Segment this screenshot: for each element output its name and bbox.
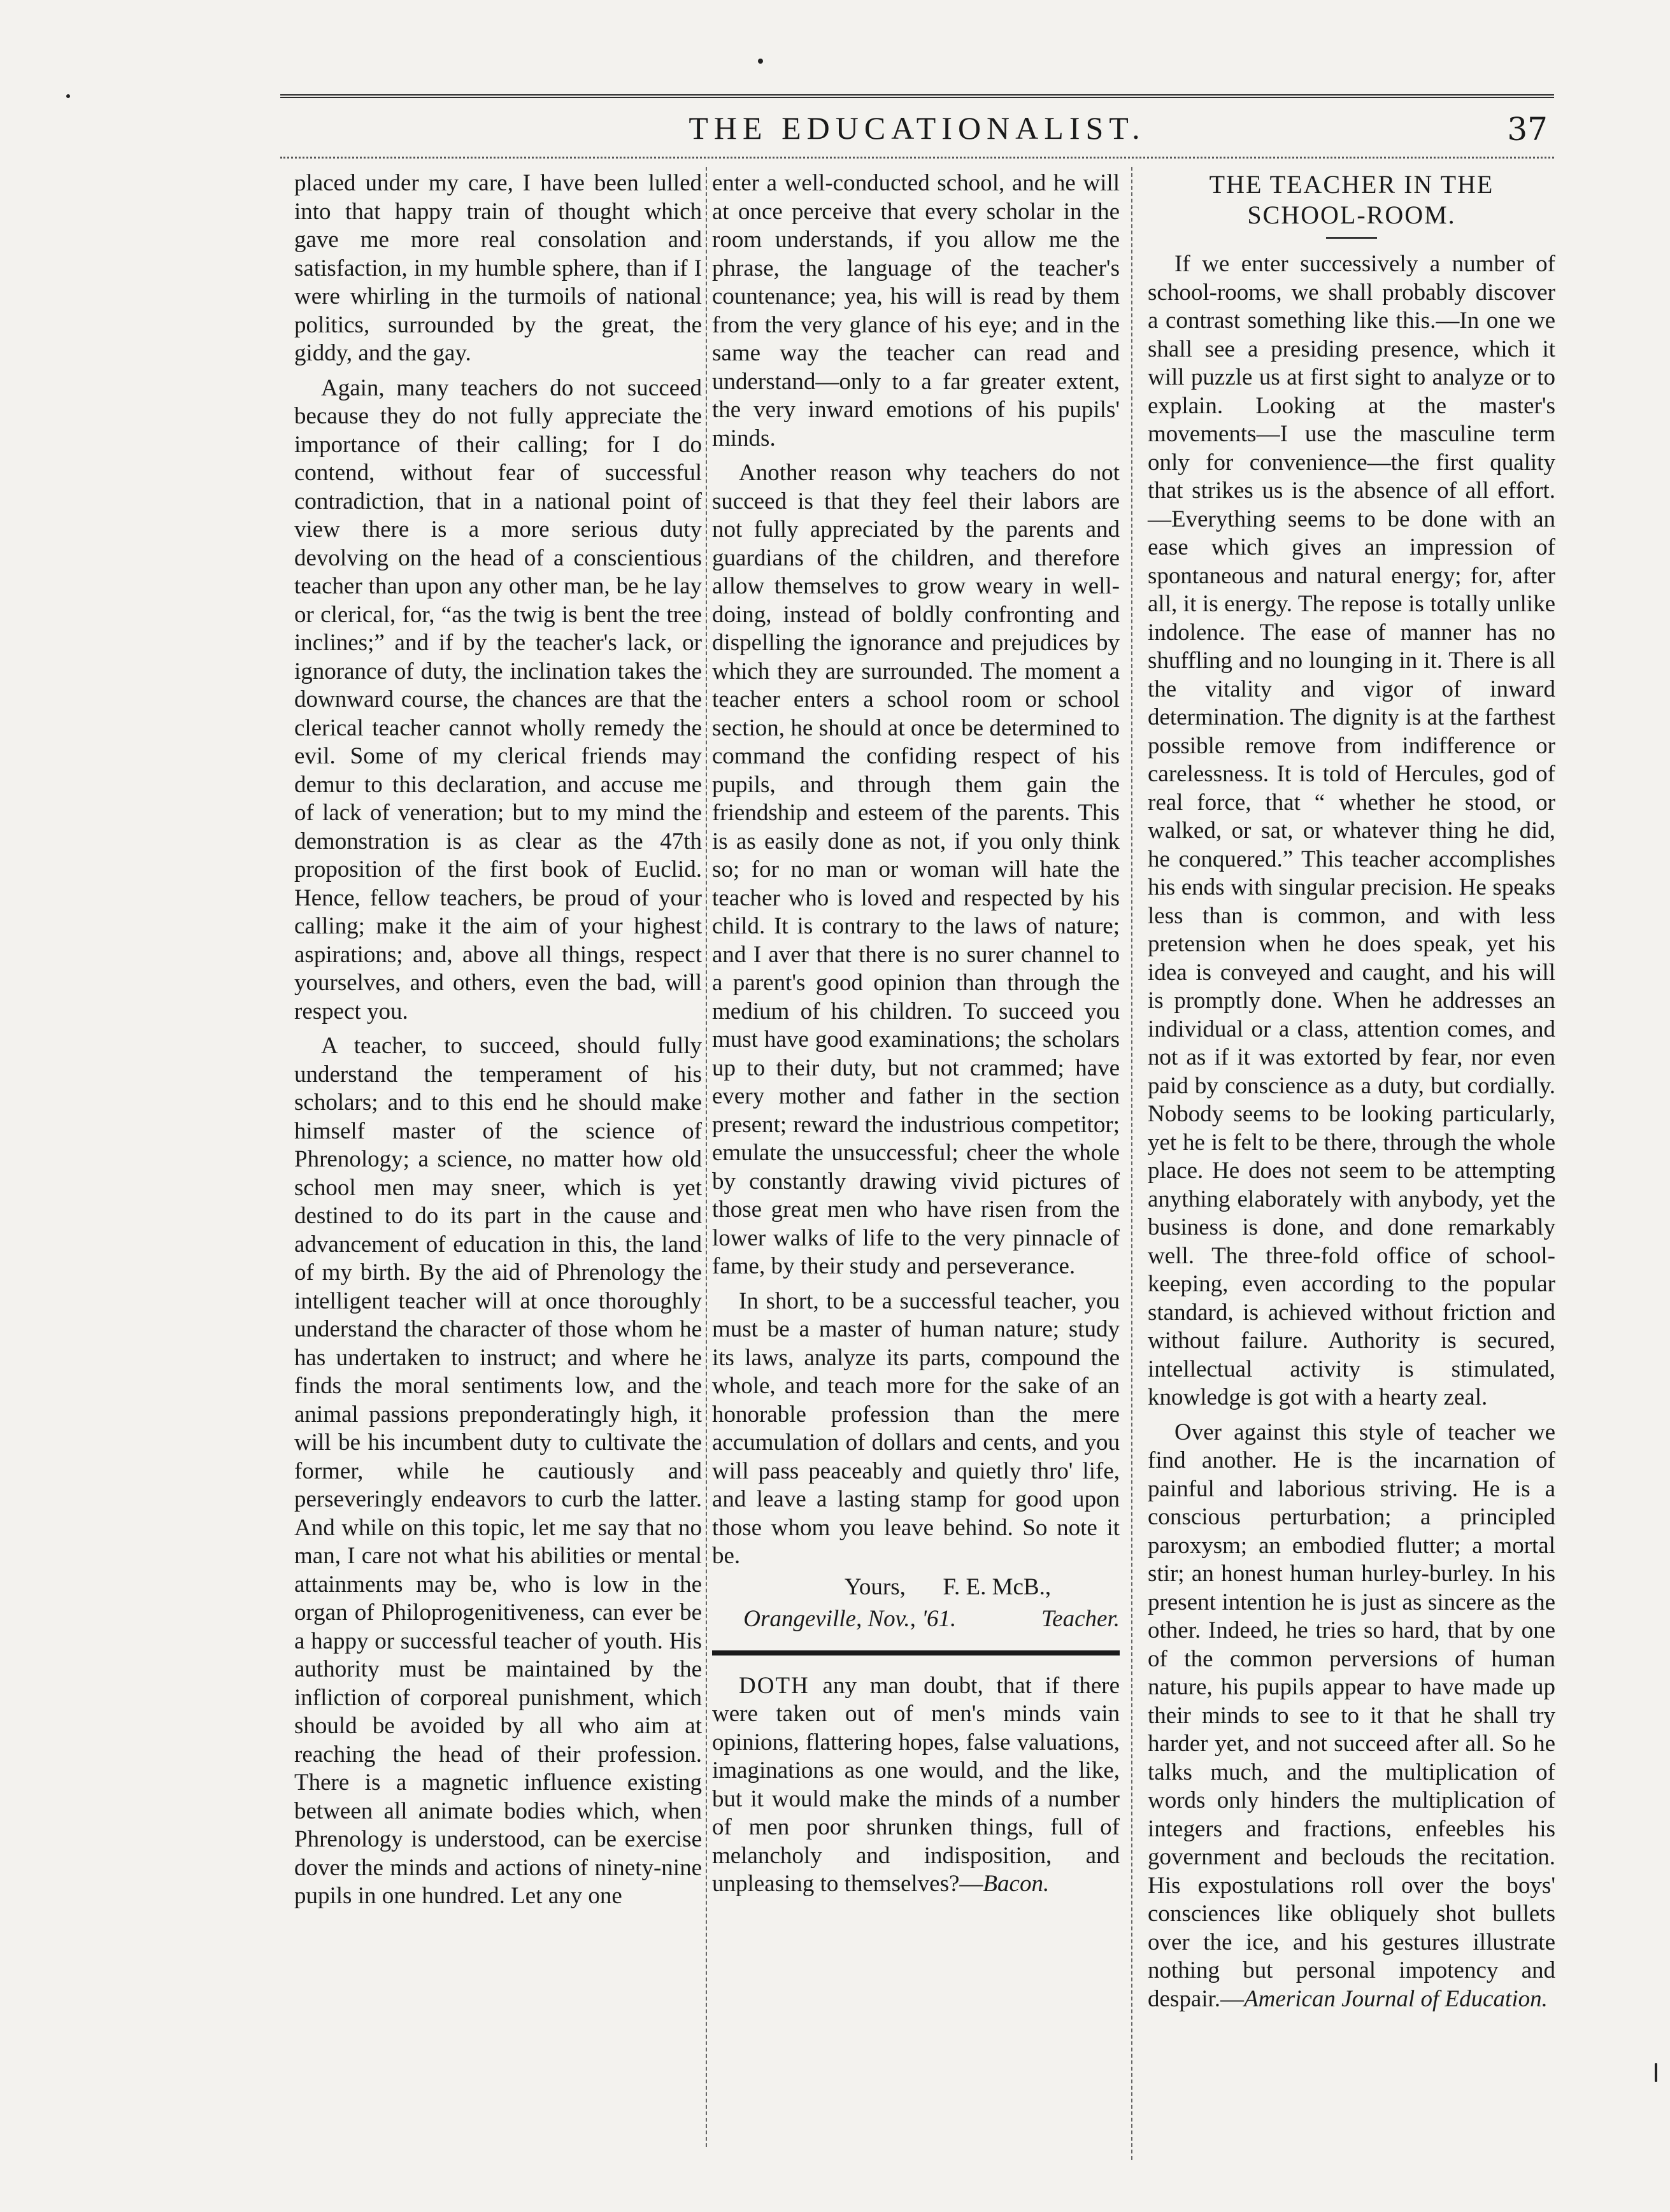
column-2 (712, 169, 1120, 1899)
article-heading: THE TEACHER IN THE SCHOOL-ROOM. (1209, 170, 1494, 229)
col3-paragraph-1: If we enter successively a number of school-rooms, we shall probably discover a contrast something like this.—In one we shall see a presiding presence, which it will puzzle us at first sight to analyze or to explain. Looking at the master's movements—I use the masculine term only for convenience—the first quality that strikes us is the absence of all effort.—Everything seems to be done with an ease which gives an impression of spontaneous and natural energy; for, after all, it is energy. The repose is totally unlike indolence. The ease of manner has no shuffling and no lounging in it. There is all the vitality and vigor of inward determination. The dignity is at the farthest possible remove from indifference or carelessness. It is told of Hercules, god of real force, that “ whether he stood, or walked, or sat, or whatever thing he did, he conquered.” This teacher accomplishes his ends with singular precision. He speaks less than is common, and with less pretension when he does speak, yet his idea is conveyed and caught, and his will is promptly done. When he addresses an individual or a class, attention comes, and not as if it was extorted by fear, nor even paid by conscience as a duty, but cordially. Nobody seems to be looking particularly, yet he is felt to be there, through the whole place. He does not seem to be attempting anything elaborately with anybody, yet the business is done, and done remarkably well. The three-fold office of school-keeping, even according to the popular standard, is achieved without friction and without failure. Authority is secured, intellectual activity is stimulated, knowledge is got with a hearty zeal. (1148, 251, 1555, 1410)
quote-source: Bacon. (983, 1871, 1050, 1897)
top-double-rule (280, 94, 1554, 98)
col3-paragraph-2 (1148, 1419, 1555, 2014)
col3-paragraph-2-text: Over against this style of teacher we find another. He is the incarnation of painful and laborious striving. He is a conscious perturbation; a principled paroxysm; an embodied flutter; a mortal stir; an honest human hurley-burley. In his present intention he is just as sincere as the other. Indeed, he tries so hard, that by one of the common perversions of human nature, his pupils appear to have made up their minds to see to it that he shall try harder yet, and not succeed after all. So he talks much, and the multiplication of words only hinders the multiplication of integers and fractions, enfeebles his government and beclouds the recitation. His expostulations roll over the boys' consciences like obliquely shot bullets over the ice, and his gestures illustrate nothing but personal impotency and despair.— (1148, 1419, 1555, 2012)
signature-block (712, 1573, 1120, 1602)
column-divider-1 (706, 167, 707, 2147)
signature-yours: Yours, (844, 1573, 906, 1600)
section-divider (712, 1650, 1120, 1655)
scan-speck (1655, 2063, 1657, 2082)
signature-name: F. E. McB., (943, 1573, 1052, 1600)
article-source: American Journal of Education. (1244, 1985, 1548, 2012)
column-1 (294, 169, 702, 1911)
col2-paragraph-2: Another reason why teachers do not succeed is that they feel their labors are not fully appreciated by the parents and guardians of the children, and therefore allow themselves to grow weary in well-doing, instead of boldly confronting and dispelling the ignorance and prejudices by which they are surrounded. The moment a teacher enters a school room or school section, he should at once be determined to command the confiding respect of his pupils, and through them gain the friendship and esteem of the parents. This is as easily done as not, if you only think so; for no man or woman will hate the teacher who is loved and respected by his child. It is contrary to the laws of nature; and I aver that there is no surer channel to a parent's good opinion than through the medium of his children. To succeed you must have good examinations; the scholars up to their duty, but not crammed; have every mother and father in the section present; reward the industrious competitor; emulate the unsuccessful; cheer the whole by constantly drawing vivid pictures of those great men who have risen from the lower walks of life to the very pinnacle of fame, by their study and perseverance. (712, 460, 1120, 1279)
quote-body: any man doubt, that if there were taken out of men's minds vain opinions, flattering hopes, false valuations, imaginations as one would, and the like, but it would make the minds of a number of men poor shrunken things, full of melancholy and indisposition, and unpleasing to themselves?— (712, 1672, 1120, 1897)
dateline (712, 1605, 1120, 1634)
column-3 (1148, 169, 1555, 2013)
scan-speck (758, 59, 763, 64)
column-divider-2 (1131, 167, 1132, 2160)
scan-speck (66, 94, 70, 98)
col2-paragraph-1: enter a well-conducted school, and he will at once perceive that every scholar in the room understands, if you allow me the phrase, the language of the teacher's countenance; yea, his will is read by them from the very glance of his eye; and in the same way the teacher can read and understand—only to a far greater extent, the very inward emotions of his pupils' minds. (712, 170, 1120, 451)
header-rule (280, 157, 1554, 159)
dateline-role: Teacher. (1041, 1606, 1120, 1632)
quote-lead-word: DOTH (739, 1672, 810, 1699)
page-number: 37 (1507, 111, 1548, 148)
bacon-quote (712, 1672, 1120, 1899)
page-header (280, 110, 1554, 154)
dateline-place: Orangeville, Nov., '61. (743, 1606, 957, 1632)
col1-paragraph-3: A teacher, to succeed, should fully understand the temperament of his scholars; and to this end he should make himself master of the science of Phrenology; a science, no matter how old school men may sneer, which is yet destined to do its part in the cause and advancement of education in this, the land of my birth. By the aid of Phrenology the intelligent teacher will at once thoroughly understand the character of those whom he has undertaken to instruct; and where he finds the moral sentiments low, and the animal passions preponderatingly high, it will be his incumbent duty to cultivate the former, while he cautiously and perseveringly endeavors to curb the latter. And while on this topic, let me say that no man, I care not what his abilities or mental attainments may be, who is low in the organ of Philoprogenitiveness, can ever be a happy or successful teacher of youth. His authority must be maintained by the infliction of corporeal punishment, which should be avoided by all who aim at reaching the head of their profession. There is a magnetic influence existing between all animate bodies which, when Phrenology is understood, can be exercise dover the minds and actions of ninety-nine pupils in one hundred. Let any one (294, 1033, 702, 1909)
heading-rule (1326, 237, 1377, 239)
col2-paragraph-3: In short, to be a successful teacher, you must be a master of human nature; study its laws, analyze its parts, compound the whole, and teach more for the sake of an honorable profession than the mere accumulation of dollars and cents, and you will pass peaceably and quietly thro' life, and leave a lasting stamp for good upon those whom you leave behind. So note it be. (712, 1287, 1120, 1569)
col1-paragraph-1: placed under my care, I have been lulled into that happy train of thought which gave me more real consolation and satisfaction, in my humble sphere, than if I were whirling in the turmoils of national politics, surrounded by the great, the giddy, and the gay. (294, 170, 702, 366)
page-title: THE EDUCATIONALIST. (689, 110, 1146, 146)
col1-paragraph-2: Again, many teachers do not succeed because they do not fully appreciate the importance of their calling; for I do contend, without fear of successful contradiction, that in a national point of view there is a more serious duty devolving on the head of a conscientious teacher than upon any other man, be he lay or clerical, for, “as the twig is bent the tree inclines;” and if by the teacher's lack, or ignorance of duty, the inclination takes the downward course, the chances are that the clerical teacher cannot wholly remedy the evil. Some of my clerical friends may demur to this declaration, and accuse me of lack of veneration; but to my mind the demonstration is as clear as the 47th proposition of the first book of Euclid. Hence, fellow teachers, be proud of your calling; make it the aim of your highest aspirations; and, above all things, respect yourselves, and others, even the bad, will respect you. (294, 374, 702, 1024)
